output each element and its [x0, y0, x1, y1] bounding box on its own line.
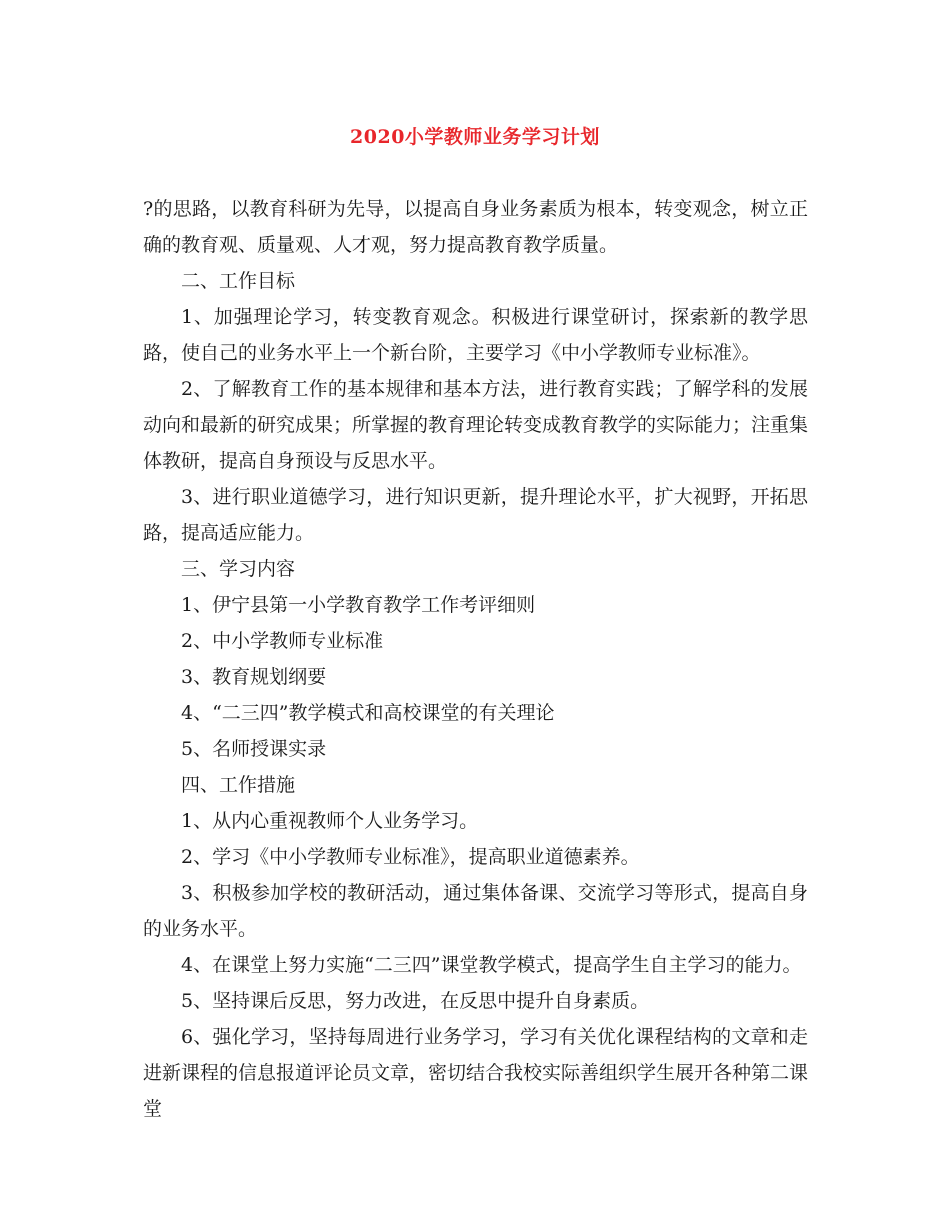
paragraph: 2、了解教育工作的基本规律和基本方法，进行教育实践；了解学科的发展动向和最新的研究成果；所掌握的教育理论转变成教育教学的实际能力；注重集体教研，提高自身预设与反思水平。 [143, 378, 809, 472]
paragraph: 2、学习《中小学教师专业标准》，提高职业道德素养。 [181, 846, 640, 868]
paragraph: 1、从内心重视教师个人业务学习。 [181, 810, 479, 832]
paragraph: 1、加强理论学习，转变教育观念。积极进行课堂研讨，探索新的教学思路，使自己的业务水平上一个新台阶，主要学习《中小学教师专业标准》。 [143, 306, 808, 364]
paragraph: 3、进行职业道德学习，进行知识更新，提升理论水平，扩大视野，开拓思路，提高适应能力。 [143, 486, 808, 544]
paragraph: 5、坚持课后反思，努力改进，在反思中提升自身素质。 [181, 990, 650, 1012]
paragraph: 1、伊宁县第一小学教育教学工作考评细则 [181, 594, 536, 616]
paragraph: 四、工作措施 [181, 774, 296, 796]
document-title: 2020小学教师业务学习计划 [350, 126, 600, 148]
paragraph: 4、“二三四”教学模式和高校课堂的有关理论 [181, 702, 555, 724]
paragraph: 二、工作目标 [181, 270, 296, 292]
paragraph: 2、中小学教师专业标准 [181, 630, 384, 652]
paragraph: 4、在课堂上努力实施“二三四”课堂教学模式，提高学生自主学习的能力。 [181, 954, 802, 976]
paragraph: 3、积极参加学校的教研活动，通过集体备课、交流学习等形式，提高自身的业务水平。 [143, 882, 808, 940]
paragraph: 3、教育规划纲要 [181, 666, 327, 688]
paragraph: 5、名师授课实录 [181, 738, 327, 760]
paragraph: 6、强化学习，坚持每周进行业务学习，学习有关优化课程结构的文章和走进新课程的信息报道评论员文章，密切结合我校实际善组织学生展开各种第二课堂 [143, 1026, 809, 1120]
paragraph: ?的思路，以教育科研为先导，以提高自身业务素质为根本，转变观念，树立正确的教育观、质量观、人才观，努力提高教育教学质量。 [143, 198, 808, 256]
document-body [143, 191, 808, 1127]
paragraph: 三、学习内容 [181, 558, 296, 580]
